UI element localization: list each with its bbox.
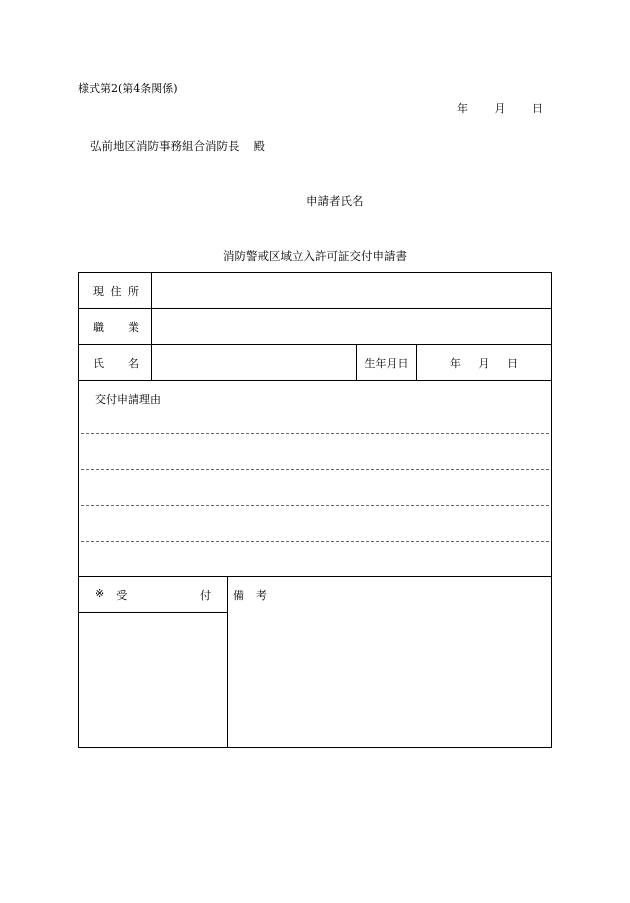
document-title: 消防警戒区域立入許可証交付申請書 bbox=[223, 249, 407, 263]
occupation-label: 職 業 bbox=[79, 309, 152, 344]
receipt-mark: ※ bbox=[95, 586, 105, 600]
reason-label: 交付申請理由 bbox=[95, 393, 161, 406]
name-row bbox=[79, 345, 551, 381]
birthdate-label: 生年月日 bbox=[357, 345, 417, 380]
name-field[interactable] bbox=[152, 345, 357, 380]
reason-dotted-line bbox=[81, 469, 549, 470]
addressee-honorific: 殿 bbox=[253, 139, 265, 153]
remarks-label: 備 考 bbox=[233, 589, 267, 602]
receipt-box bbox=[79, 577, 228, 747]
name-label: 氏 名 bbox=[79, 345, 152, 380]
date-year-label: 年 bbox=[457, 102, 468, 115]
birthdate-field[interactable]: 年 月 日 bbox=[449, 356, 519, 370]
reason-dotted-line bbox=[81, 433, 549, 434]
addressee-name: 弘前地区消防事務組合消防長 bbox=[90, 139, 240, 153]
address-row bbox=[79, 273, 551, 309]
address-field[interactable] bbox=[152, 273, 551, 308]
form-number: 様式第2(第4条関係) bbox=[78, 82, 178, 95]
addressee bbox=[90, 138, 265, 154]
reason-section[interactable] bbox=[79, 381, 551, 577]
bottom-section bbox=[79, 577, 551, 747]
occupation-field[interactable] bbox=[152, 309, 551, 344]
reason-dotted-line bbox=[81, 541, 549, 542]
date-day-label: 日 bbox=[532, 102, 543, 115]
reason-dotted-line bbox=[81, 505, 549, 506]
occupation-row bbox=[79, 309, 551, 345]
receipt-char-1: 受 bbox=[116, 588, 128, 602]
submission-date bbox=[457, 100, 543, 116]
receipt-header bbox=[79, 577, 227, 613]
address-label: 現 住 所 bbox=[79, 273, 152, 308]
applicant-name-label: 申請者氏名 bbox=[306, 194, 364, 208]
date-month-label: 月 bbox=[494, 102, 506, 115]
application-form-table bbox=[78, 272, 552, 748]
receipt-char-2: 付 bbox=[200, 588, 211, 602]
